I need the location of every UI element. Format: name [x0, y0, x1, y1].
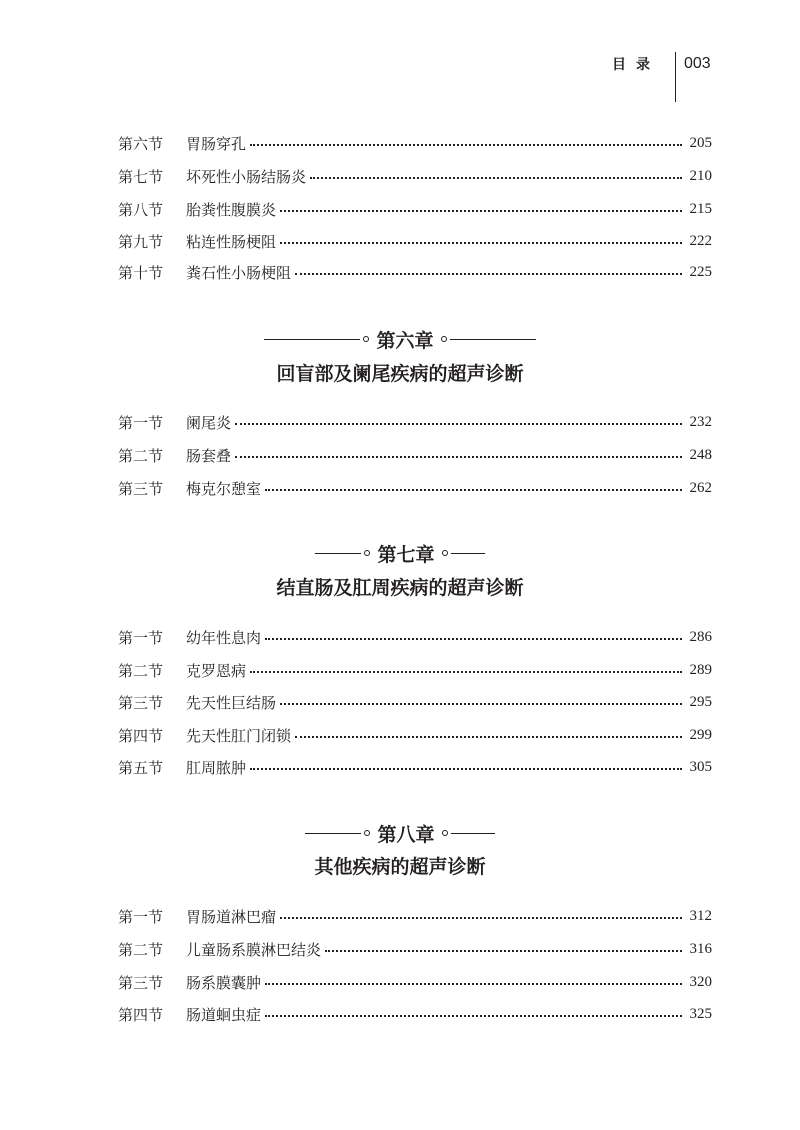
dot-leader	[235, 423, 681, 425]
toc-entry[interactable]	[118, 166, 712, 186]
section-number: 第四节	[118, 1005, 164, 1024]
section-title: 胎粪性腹膜炎	[186, 200, 277, 219]
page-number: 289	[689, 661, 712, 678]
dot-leader	[265, 983, 681, 985]
ornament-line	[315, 553, 361, 554]
section-number: 第十节	[118, 263, 164, 282]
page-number: 248	[689, 446, 712, 463]
ornament-line	[305, 833, 361, 834]
section-number: 第五节	[118, 758, 164, 777]
section-title: 坏死性小肠结肠炎	[186, 167, 307, 186]
section-number: 第二节	[118, 940, 164, 959]
chapter-6-heading	[0, 327, 800, 351]
chapter-label: 第六章	[376, 329, 434, 352]
toc-entry[interactable]	[118, 972, 712, 992]
section-title: 粪石性小肠梗阻	[186, 263, 292, 282]
dot-leader	[265, 638, 681, 640]
ornament-line	[451, 833, 495, 834]
section-title: 幼年性息肉	[186, 628, 262, 647]
toc-entry[interactable]	[118, 757, 712, 777]
toc-entry[interactable]	[118, 445, 712, 465]
ornament-line	[264, 339, 360, 340]
section-title: 梅克尔憩室	[186, 479, 262, 498]
section-number: 第三节	[118, 693, 164, 712]
ornament-dot	[441, 336, 447, 342]
chapter-8-heading	[0, 821, 800, 845]
ornament-dot	[364, 830, 370, 836]
toc-entry[interactable]	[118, 231, 712, 251]
dot-leader	[325, 950, 681, 952]
chapter-label: 第七章	[377, 543, 435, 566]
section-title: 粘连性肠梗阻	[186, 232, 277, 251]
section-number: 第六节	[118, 134, 164, 153]
section-number: 第八节	[118, 200, 164, 219]
toc-entry[interactable]	[118, 939, 712, 959]
section-number: 第一节	[118, 628, 164, 647]
chapter-7-heading	[0, 541, 800, 565]
page-number: 299	[689, 726, 712, 743]
header-divider	[675, 52, 676, 102]
page-number: 316	[689, 940, 712, 957]
dot-leader	[250, 671, 681, 673]
page-number: 286	[689, 628, 712, 645]
chapter-title[interactable]: 其他疾病的超声诊断	[314, 856, 486, 878]
section-title: 儿童肠系膜淋巴结炎	[186, 940, 322, 959]
page-number: 305	[689, 758, 712, 775]
section-number: 第一节	[118, 907, 164, 926]
dot-leader	[250, 768, 681, 770]
page-number: 210	[689, 167, 712, 184]
section-title: 胃肠道淋巴瘤	[186, 907, 277, 926]
dot-leader	[295, 736, 681, 738]
dot-leader	[280, 917, 681, 919]
toc-entry[interactable]	[118, 262, 712, 282]
page-number: 215	[689, 200, 712, 217]
page-number: 320	[689, 973, 712, 990]
toc-entry[interactable]	[118, 692, 712, 712]
section-title: 先天性巨结肠	[186, 693, 277, 712]
section-title: 胃肠穿孔	[186, 134, 247, 153]
section-title: 先天性肛门闭锁	[186, 726, 292, 745]
ornament-line	[451, 553, 485, 554]
section-number: 第一节	[118, 413, 164, 432]
page-number: 222	[689, 232, 712, 249]
ornament-dot	[442, 550, 448, 556]
page-number: 295	[689, 693, 712, 710]
chapter-title[interactable]: 结直肠及肛周疾病的超声诊断	[276, 577, 524, 599]
ornament-line	[450, 339, 536, 340]
dot-leader	[265, 489, 681, 491]
chapter-label: 第八章	[377, 823, 435, 846]
ornament-dot	[364, 550, 370, 556]
page-number: 312	[689, 907, 712, 924]
section-number: 第二节	[118, 661, 164, 680]
toc-entry[interactable]	[118, 725, 712, 745]
section-number: 第三节	[118, 973, 164, 992]
toc-entry[interactable]	[118, 199, 712, 219]
dot-leader	[295, 273, 681, 275]
toc-entry[interactable]	[118, 1004, 712, 1024]
page-number: 205	[689, 134, 712, 151]
section-title: 肛周脓肿	[186, 758, 247, 777]
section-number: 第九节	[118, 232, 164, 251]
section-title: 肠道蛔虫症	[186, 1005, 262, 1024]
dot-leader	[250, 144, 681, 146]
page-number: 262	[689, 479, 712, 496]
dot-leader	[235, 456, 681, 458]
section-title: 阑尾炎	[186, 413, 232, 432]
section-title: 克罗恩病	[186, 661, 247, 680]
dot-leader	[265, 1015, 681, 1017]
running-header-page-number: 003	[684, 55, 711, 72]
chapter-title[interactable]: 回盲部及阑尾疾病的超声诊断	[276, 363, 524, 385]
page-number: 225	[689, 263, 712, 280]
toc-entry[interactable]	[118, 660, 712, 680]
page-number: 325	[689, 1005, 712, 1022]
section-number: 第三节	[118, 479, 164, 498]
section-title: 肠套叠	[186, 446, 232, 465]
toc-entry[interactable]	[118, 478, 712, 498]
dot-leader	[280, 242, 681, 244]
dot-leader	[280, 210, 681, 212]
section-number: 第二节	[118, 446, 164, 465]
toc-entry[interactable]	[118, 906, 712, 926]
toc-entry[interactable]	[118, 412, 712, 432]
section-number: 第七节	[118, 167, 164, 186]
toc-entry[interactable]	[118, 133, 712, 153]
toc-entry[interactable]	[118, 627, 712, 647]
ornament-dot	[442, 830, 448, 836]
ornament-dot	[363, 336, 369, 342]
section-number: 第四节	[118, 726, 164, 745]
dot-leader	[280, 703, 681, 705]
page-number: 232	[689, 413, 712, 430]
running-header-title: 目录	[612, 57, 660, 73]
dot-leader	[310, 177, 681, 179]
section-title: 肠系膜囊肿	[186, 973, 262, 992]
